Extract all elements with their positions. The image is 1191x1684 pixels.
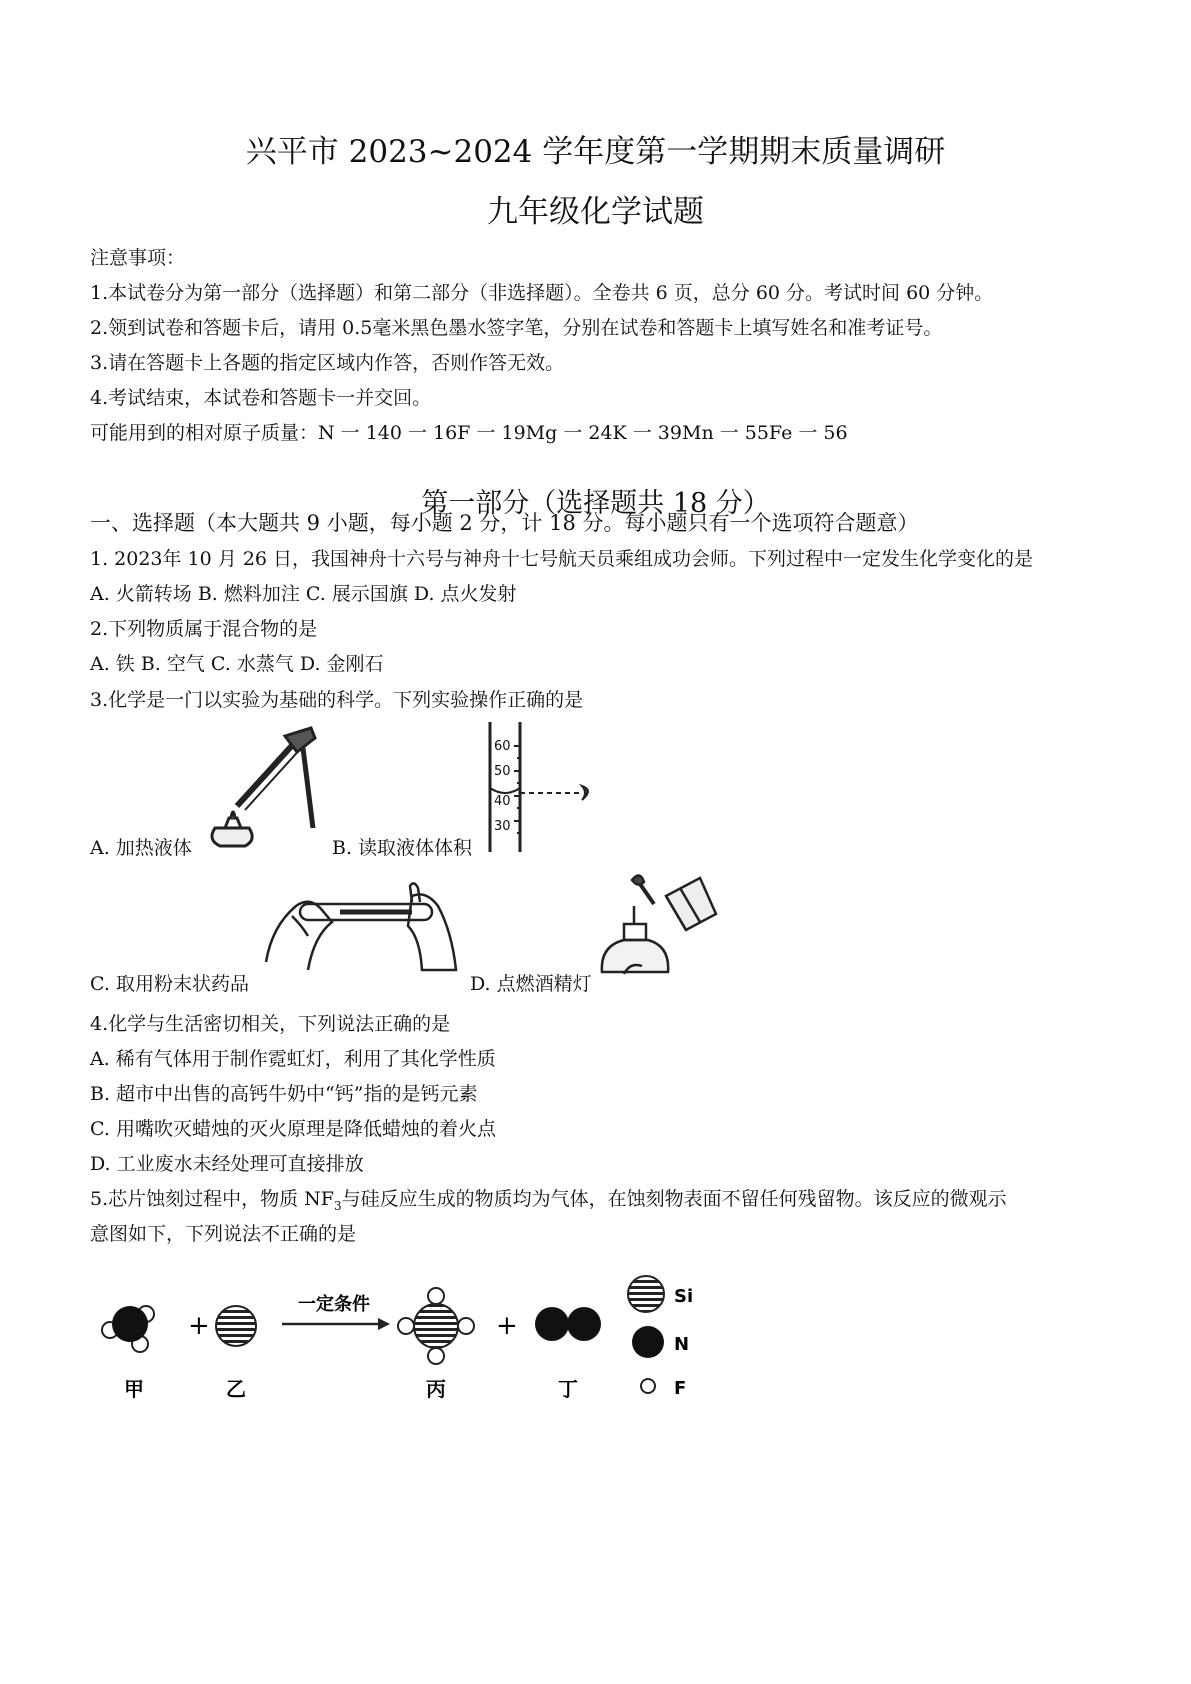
- q3-option-c: C. 取用粉末状药品: [90, 973, 249, 995]
- q5-stem-part2: 与硅反应生成的物质均为气体，在蚀刻物表面不留任何残留物。该反应的微观示: [341, 1188, 1007, 1210]
- q1-stem: 1. 2023年 10 月 26 日，我国神舟十六号与神舟十七号航天员乘组成功会师。下列过程中一定发生化学变化的是: [90, 548, 1034, 570]
- cylinder-tick-60: 60: [494, 739, 511, 754]
- q4-option-a: A. 稀有气体用于制作霓虹灯，利用了其化学性质: [90, 1048, 496, 1070]
- q5-stem-sub: 3: [333, 1198, 342, 1213]
- notice-item-3: 3.请在答题卡上各题的指定区域内作答，否则作答无效。: [90, 352, 565, 374]
- legend-si: Si: [674, 1286, 694, 1307]
- plus-sign-2: +: [496, 1311, 518, 1341]
- notice-item-1: 1.本试卷分为第一部分（选择题）和第二部分（非选择题）。全卷共 6 页，总分 60 分。考试时间 60 分钟。: [90, 282, 994, 304]
- molecule-ding: [535, 1307, 601, 1341]
- label-bing: 丙: [426, 1377, 446, 1401]
- q1-options: A. 火箭转场 B. 燃料加注 C. 展示国旗 D. 点火发射: [90, 583, 517, 605]
- diagram-legend: [628, 1276, 693, 1399]
- reaction-micro-diagram: [96, 1262, 716, 1412]
- cylinder-tick-50: 50: [494, 764, 511, 779]
- q3-option-d: D. 点燃酒精灯: [470, 973, 592, 995]
- molecule-jia: [102, 1306, 154, 1352]
- reaction-arrowhead: [378, 1318, 390, 1330]
- q2-options: A. 铁 B. 空气 C. 水蒸气 D. 金刚石: [90, 653, 384, 675]
- reaction-condition: 一定条件: [298, 1294, 370, 1315]
- molecule-bing: [398, 1288, 474, 1364]
- plus-sign-1: +: [188, 1311, 210, 1341]
- exam-subtitle: 九年级化学试题: [487, 194, 704, 230]
- q3-stem: 3.化学是一门以实验为基础的科学。下列实验操作正确的是: [90, 689, 584, 711]
- label-jia: 甲: [124, 1377, 144, 1401]
- powder-tube-illustration: [262, 866, 462, 976]
- notice-item-4: 4.考试结束，本试卷和答题卡一并交回。: [90, 387, 432, 409]
- cylinder-reading-illustration: [470, 716, 610, 856]
- atomic-mass-line: 可能用到的相对原子质量：N 一 140 一 16F 一 19Mg 一 24K 一 39Mn 一 55Fe 一 56: [90, 422, 848, 444]
- cylinder-tick-30: 30: [494, 819, 511, 834]
- legend-si-symbol: [628, 1276, 664, 1312]
- q3-option-b: B. 读取液体体积: [332, 837, 473, 859]
- label-ding: 丁: [558, 1377, 578, 1401]
- cylinder-tick-40: 40: [494, 794, 511, 809]
- legend-n-symbol: [632, 1326, 664, 1358]
- section-heading: 一、选择题（本大题共 9 小题，每小题 2 分，计 18 分。每小题只有一个选项符合题意）: [90, 511, 919, 535]
- q4-option-c: C. 用嘴吹灭蜡烛的灭火原理是降低蜡烛的着火点: [90, 1118, 496, 1140]
- heating-liquid-illustration: [185, 718, 325, 858]
- q5-stem-part1: 5.芯片蚀刻过程中，物质 NF: [90, 1188, 334, 1210]
- q5-stem-line2: 意图如下，下列说法不正确的是: [90, 1223, 357, 1245]
- alcohol-lamp-illustration: [596, 866, 726, 986]
- part1-title: 第一部分（选择题共 18 分）: [421, 488, 770, 519]
- exam-title: 兴平市 2023~2024 学年度第一学期期末质量调研: [245, 134, 946, 170]
- legend-f-symbol: [641, 1379, 655, 1393]
- q4-option-d: D. 工业废水未经处理可直接排放: [90, 1153, 364, 1175]
- legend-n: N: [674, 1334, 690, 1355]
- notice-heading: 注意事项：: [90, 247, 186, 269]
- notice-item-2: 2.领到试卷和答题卡后，请用 0.5毫米黑色墨水签字笔，分别在试卷和答题卡上填写姓名和准考证号。: [90, 317, 943, 339]
- molecule-yi: [216, 1306, 256, 1346]
- q2-stem: 2.下列物质属于混合物的是: [90, 618, 318, 640]
- legend-f: F: [674, 1378, 687, 1399]
- q3-option-a: A. 加热液体: [90, 837, 192, 859]
- q4-option-b: B. 超市中出售的高钙牛奶中“钙”指的是钙元素: [90, 1083, 478, 1105]
- q4-stem: 4.化学与生活密切相关，下列说法正确的是: [90, 1013, 451, 1035]
- q5-stem: [90, 1187, 1007, 1218]
- label-yi: 乙: [226, 1377, 246, 1401]
